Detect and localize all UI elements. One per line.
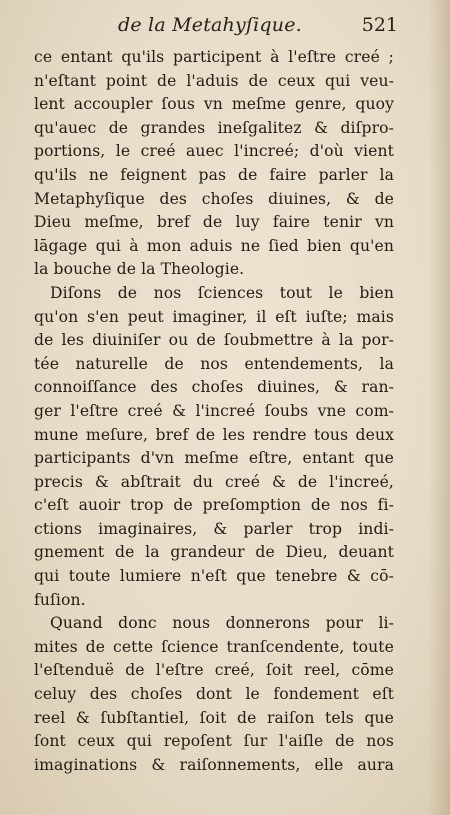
text-line: fuſion. [34,590,86,609]
text-line: participants d'vn meſme eſtre, entant que [34,449,394,468]
text-line: l'eſtenduë de l'eſtre creé, ſoit reel, cōme [34,661,394,680]
page-number: 521 [361,14,398,36]
text-line: reel & ſubſtantiel, ſoit de raiſon tels que [34,708,394,727]
text-line: Dieu meſme, bref de luy faire tenir vn [34,213,394,232]
text-line: qu'on s'en peut imaginer, il eſt iuſte; mais [34,307,394,326]
text-line: qu'ils ne feignent pas de faire parler la [34,165,394,184]
text-line: ctions imaginaires, & parler trop indi- [34,519,394,538]
text-line: connoiſſance des choſes diuines, & ran- [34,378,394,397]
text-line: lent accoupler ſous vn meſme genre, quoy [34,95,394,114]
text-line: la bouche de la Theologie. [34,260,245,279]
text-line: c'eſt auoir trop de preſomption de nos fi- [34,496,394,515]
text-line: ger l'eſtre creé & l'increé ſoubs vne com- [34,401,394,420]
text-line: Quand donc nous donnerons pour li- [50,614,394,633]
text-line: celuy des choſes dont le fondement eſt [34,685,394,704]
text-line: precis & abſtrait du creé & de l'increé, [34,472,394,491]
text-line: Metaphyſique des choſes diuines, & de [34,189,394,208]
text-line: Diſons de nos ſciences tout le bien [50,283,394,302]
text-line: qui toute lumiere n'eſt que tenebre & cō- [34,567,394,586]
body-text [34,46,394,777]
text-line: tée naturelle de nos entendements, la [34,354,394,373]
text-line: mune meſure, bref de les rendre tous deux [34,425,394,444]
running-title: de la Metahyſique. [118,14,302,36]
text-line: imaginations & raiſonnements, elle aura [34,755,394,774]
text-line: mites de cette ſcience tranſcendente, toute [34,637,394,656]
text-line: n'eſtant point de l'aduis de ceux qui veu- [34,71,394,90]
text-line: de les diuiniſer ou de ſoubmettre à la por- [34,331,394,350]
text-line: portions, le creé auec l'increé; d'où vient [34,142,394,161]
text-line: ſont ceux qui repoſent ſur l'aiſle de nos [34,732,394,751]
text-line: gnement de la grandeur de Dieu, deuant [34,543,394,562]
text-line: qu'auec de grandes ineſgalitez & diſpro- [34,118,394,137]
text-line: lāgage qui à mon aduis ne ſied bien qu'en [34,236,394,255]
text-line: ce entant qu'ils participent à l'eſtre creé ; [34,48,394,66]
running-head [118,14,398,40]
